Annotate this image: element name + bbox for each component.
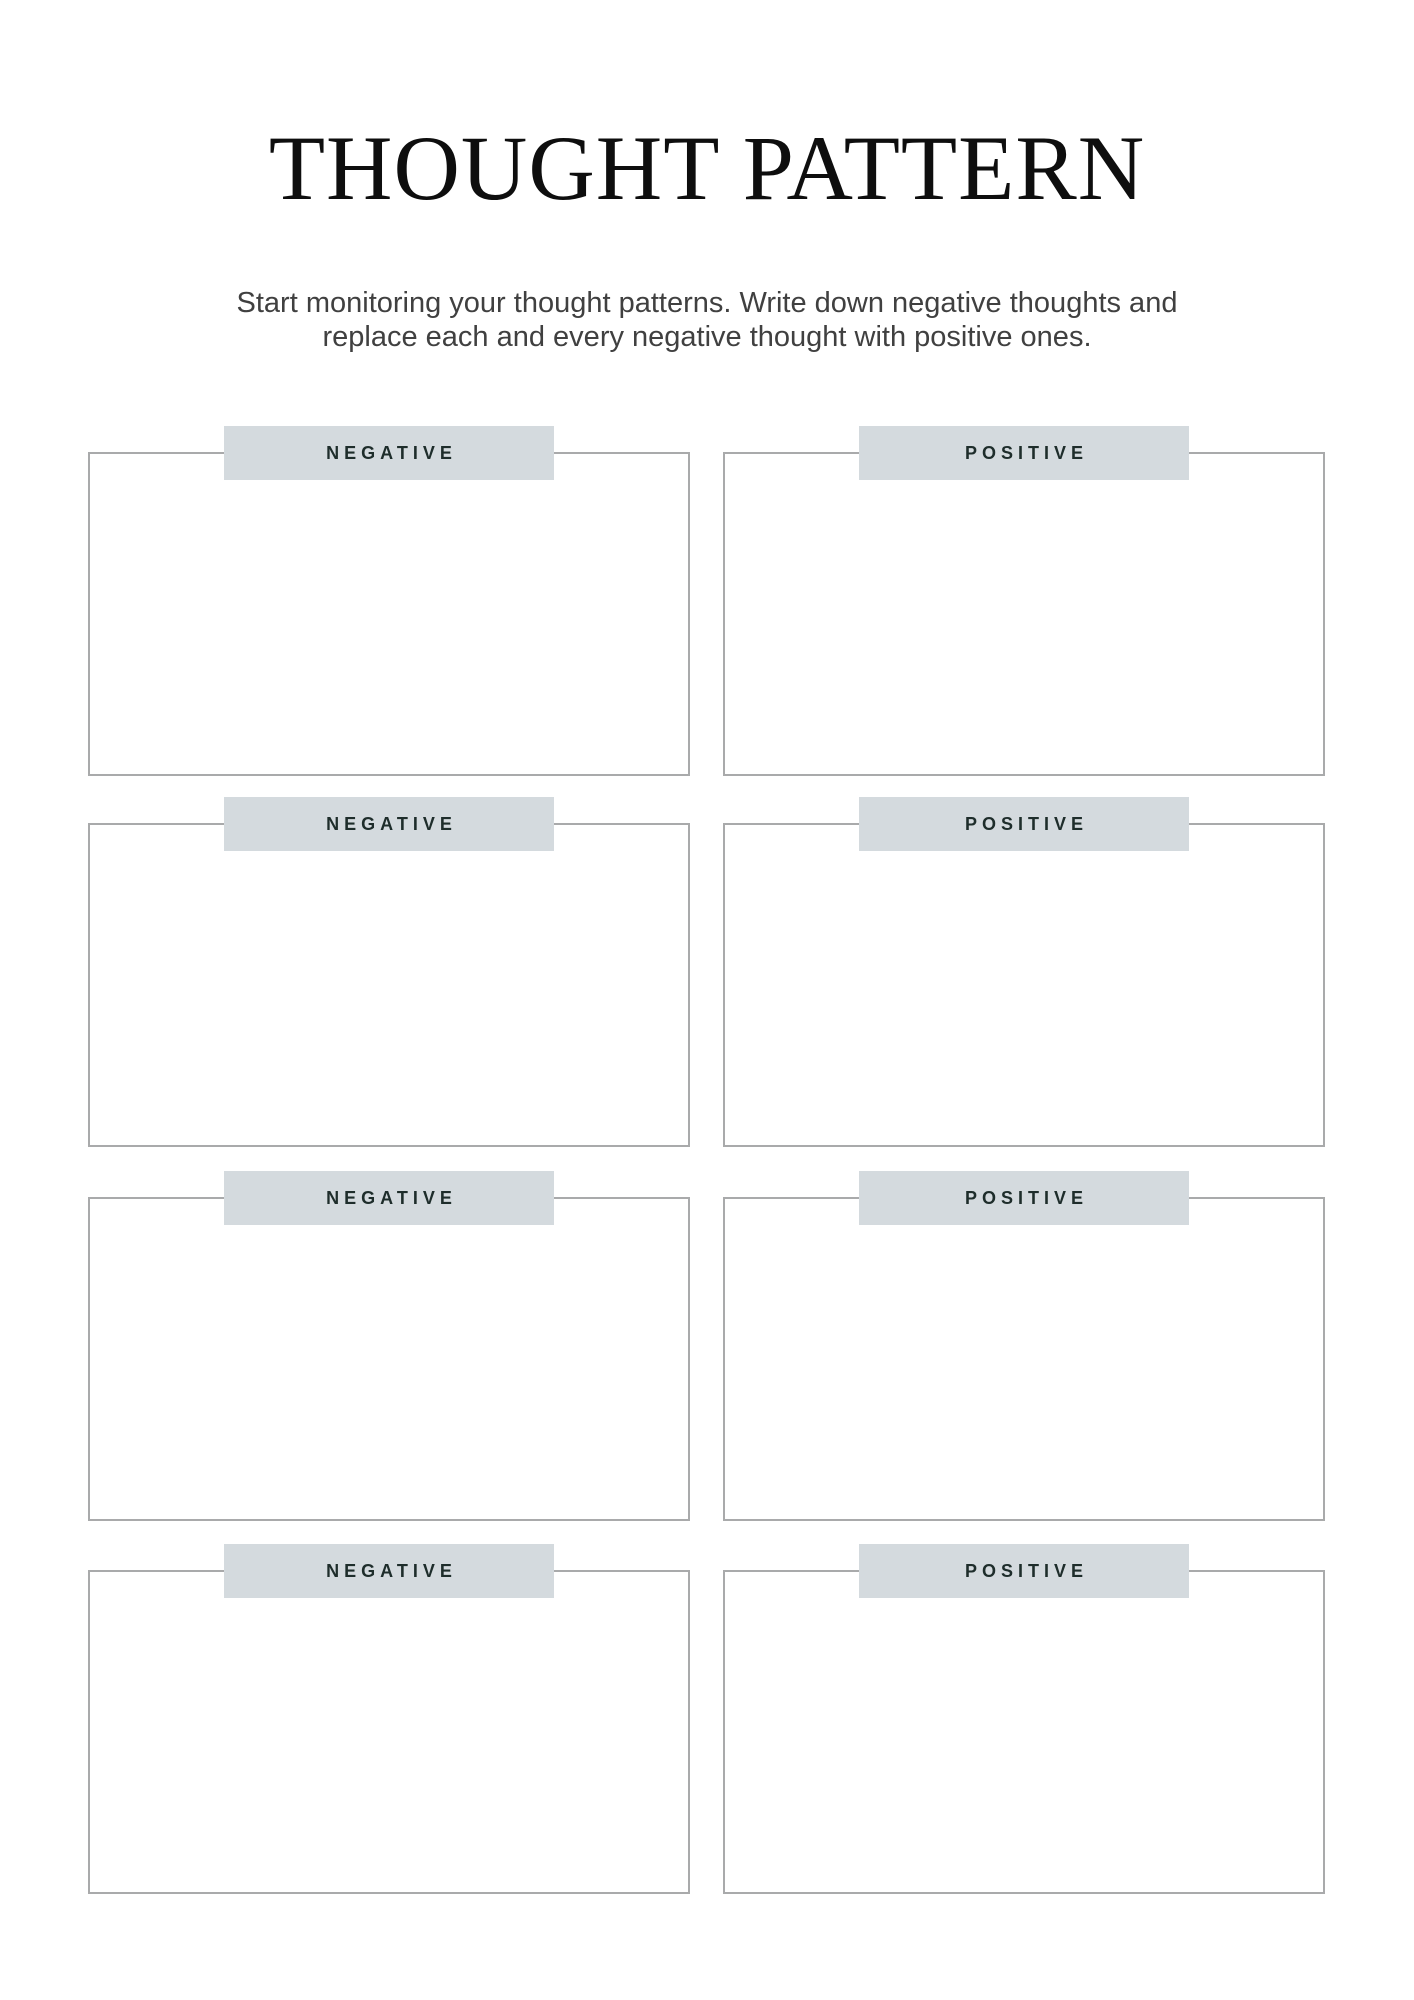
positive-thought-box-4 [723,1560,1325,1894]
positive-label-3: POSITIVE [859,1171,1189,1225]
positive-thought-box-3 [723,1187,1325,1521]
negative-label-1: NEGATIVE [224,426,554,480]
negative-label-4: NEGATIVE [224,1544,554,1598]
negative-thought-box-2 [88,813,690,1147]
positive-label-4: POSITIVE [859,1544,1189,1598]
negative-label-3: NEGATIVE [224,1171,554,1225]
negative-thought-box-1 [88,442,690,776]
positive-thought-box-2 [723,813,1325,1147]
positive-thought-box-1 [723,442,1325,776]
negative-label-2: NEGATIVE [224,797,554,851]
negative-thought-box-3 [88,1187,690,1521]
subtitle-line-2: replace each and every negative thought with positive ones. [322,321,1092,353]
positive-label-1: POSITIVE [859,426,1189,480]
subtitle-line-1: Start monitoring your thought patterns. Write down negative thoughts and [236,287,1178,319]
page-title: THOUGHT PATTERN [268,117,1146,219]
positive-label-2: POSITIVE [859,797,1189,851]
negative-thought-box-4 [88,1560,690,1894]
